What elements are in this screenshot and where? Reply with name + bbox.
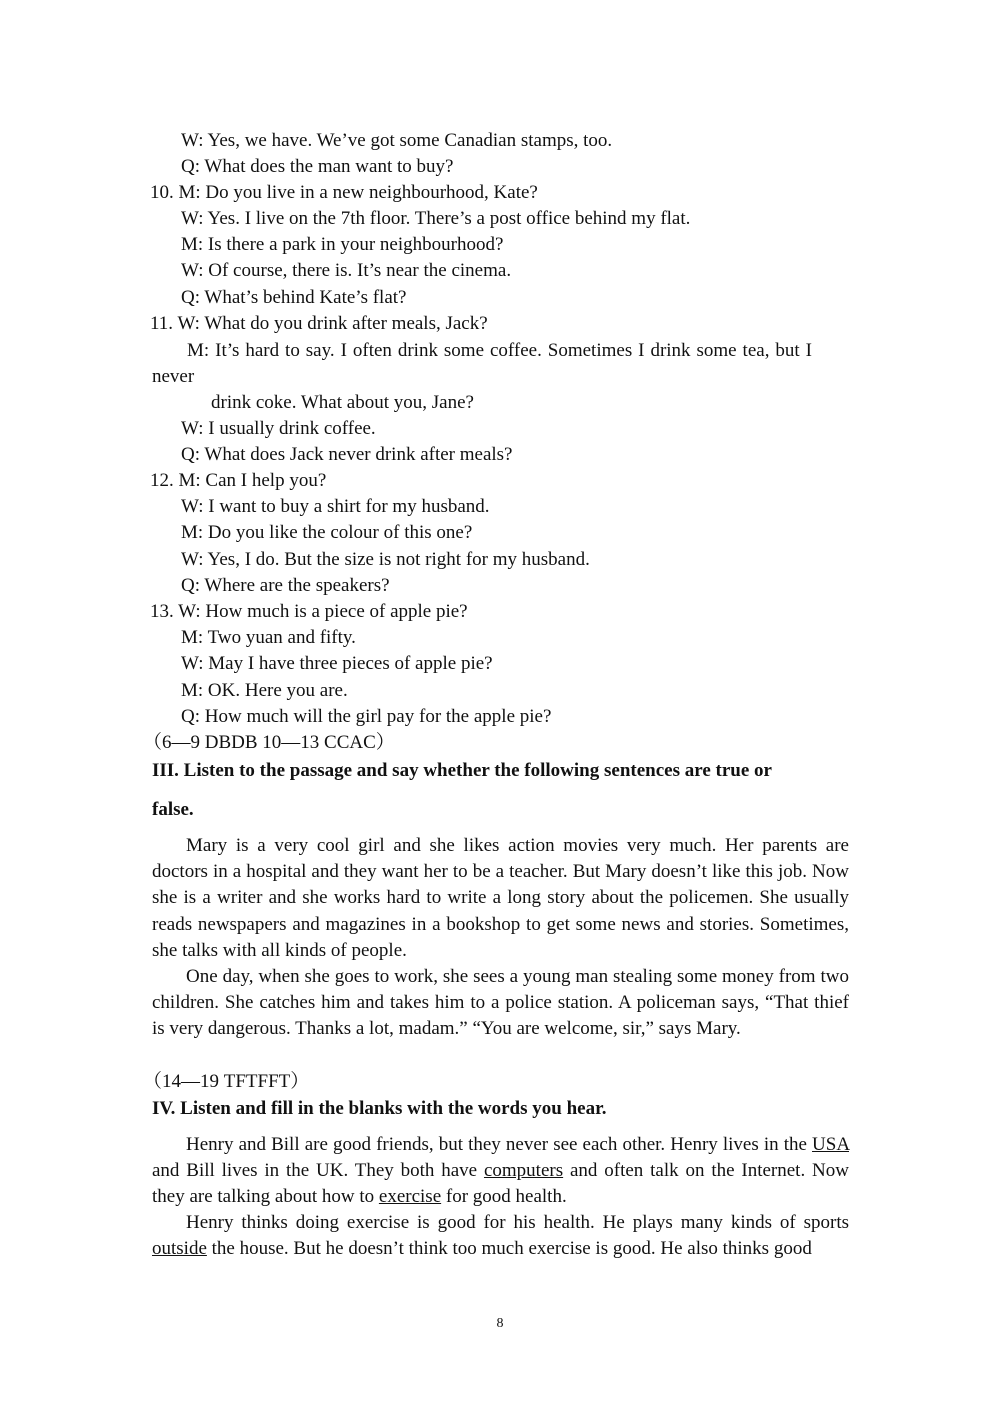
text-run: and Bill lives in the UK. They both have <box>152 1160 484 1182</box>
dialogue-line: W: Yes, we have. We’ve got some Canadian stamps, too. <box>181 130 613 151</box>
text-run: for good health. <box>441 1186 567 1208</box>
text-run: Henry and Bill are good friends, but they never see each other. Henry lives in the <box>186 1134 813 1155</box>
answer-blank: computers <box>483 1160 564 1182</box>
text-run: and often talk on the Internet. Now they are talking about how to <box>152 1160 849 1208</box>
dialogue-line: Q: How much will the girl pay for the apple pie? <box>181 706 552 727</box>
dialogue-line: M: It’s hard to say. I often drink some coffee. Sometimes I drink some tea, but I <box>187 340 812 361</box>
dialogue-line: drink coke. What about you, Jane? <box>211 392 474 413</box>
passage-paragraph: One day, when she goes to work, she sees a young man stealing some money from two children. She catches him and takes him to a police station. A policeman says, “That thief is very dangerous. Thanks a lot, madam.” “You are welcome, sir,” says Mary. <box>152 966 849 1040</box>
answer-key: （6—9 DBDB 10—13 CCAC） <box>143 732 395 753</box>
dialogue-line: W: I usually drink coffee. <box>181 418 376 439</box>
dialogue-line: 10. M: Do you live in a new neighbourhood, Kate? <box>150 182 538 203</box>
dialogue-line: never <box>152 366 195 387</box>
fill-in-paragraph <box>152 1210 849 1262</box>
dialogue-line: M: Do you like the colour of this one? <box>181 522 473 543</box>
dialogue-line: 11. W: What do you drink after meals, Jack? <box>150 313 488 334</box>
page-number: 8 <box>496 1316 504 1331</box>
dialogue-line: W: I want to buy a shirt for my husband. <box>181 496 490 517</box>
dialogue-line: W: May I have three pieces of apple pie? <box>181 653 493 674</box>
answer-blank: outside <box>152 1238 207 1260</box>
dialogue-line: Q: What’s behind Kate’s flat? <box>181 287 407 308</box>
dialogue-line: M: Two yuan and fifty. <box>181 627 356 648</box>
passage-paragraph: Mary is a very cool girl and she likes action movies very much. Her parents are doctors in a hospital and they want her to be a teacher. But Mary doesn’t like this job. Now she is a writer and she works hard to write a long story about the policemen. She usually reads newspapers and magazines in a bookshop to get some news and stories. Sometimes, she talks with all kinds of people. <box>152 835 849 961</box>
dialogue-line: Q: What does Jack never drink after meals? <box>181 444 513 465</box>
dialogue-line: W: Yes. I live on the 7th floor. There’s a post office behind my flat. <box>181 208 691 229</box>
dialogue-line: W: Yes, I do. But the size is not right for my husband. <box>181 549 590 570</box>
dialogue-line: Q: What does the man want to buy? <box>181 156 454 177</box>
section-heading: III. Listen to the passage and say whether the following sentences are true or <box>152 760 772 781</box>
section-heading-continued: false. <box>152 799 194 820</box>
dialogue-line: 13. W: How much is a piece of apple pie? <box>150 601 468 622</box>
dialogue-line: M: Is there a park in your neighbourhood? <box>181 234 504 255</box>
dialogue-line: 12. M: Can I help you? <box>150 470 327 491</box>
answer-blank: USA <box>812 1134 849 1155</box>
answer-blank: exercise <box>378 1186 442 1208</box>
text-run: Henry thinks doing exercise is good for his health. He plays many kinds of sports <box>186 1212 849 1233</box>
fill-in-paragraph <box>152 1132 849 1211</box>
dialogue-line: M: OK. Here you are. <box>181 680 348 701</box>
text-run: the house. But he doesn’t think too much exercise is good. He also thinks good <box>206 1238 812 1260</box>
answer-key: （14—19 TFTFFT） <box>143 1071 310 1092</box>
dialogue-line: W: Of course, there is. It’s near the cinema. <box>181 260 512 281</box>
section-heading: IV. Listen and fill in the blanks with the words you hear. <box>152 1098 607 1119</box>
dialogue-line: Q: Where are the speakers? <box>181 575 390 596</box>
